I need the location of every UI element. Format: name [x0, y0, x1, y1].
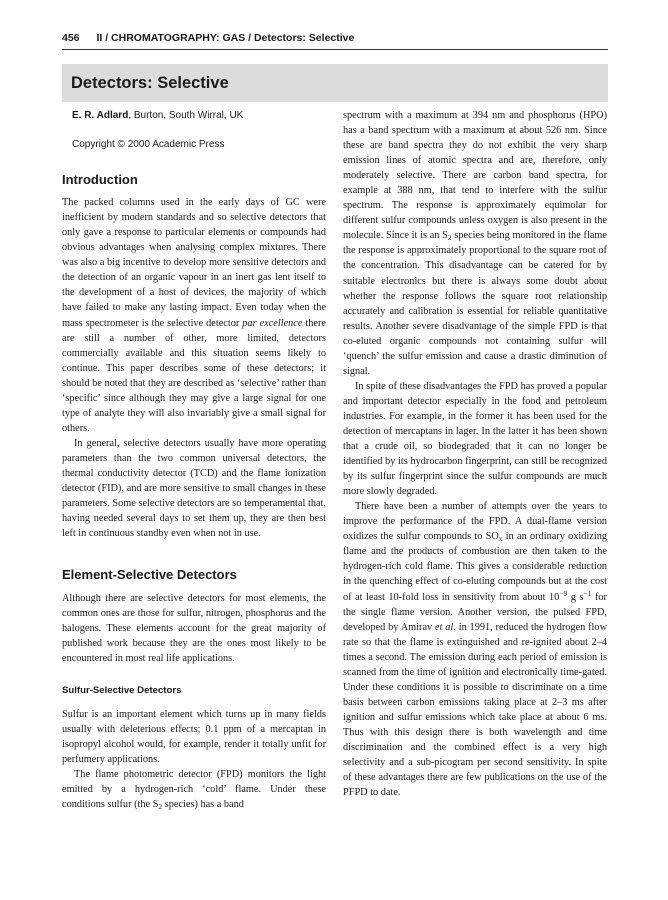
introduction-heading: Introduction — [62, 172, 138, 188]
right-p3-text-d: for the single flame version. Another version, the pulsed FPD, developed by Amirav — [343, 591, 607, 633]
right-column — [343, 108, 607, 800]
element-selective-paragraph-1: Although there are selective detectors for most elements, the common ones are those for sulfur, nitrogen, phosphorus and the halogens. These elements account for the great majority of published work because they are the ones most likely to be encountered in most real life applications. — [62, 593, 326, 665]
intro-p1-text-a: The packed columns used in the early days of GC were inefficient by modern standards and so selective detectors that only gave a response to particular elements or compounds had obvious advantages when analysing complex mixtures. There was also a big incentive to develop more sensitive detectors and the detection of an organic vapour in an inert gas lent itself to the development of a host of devices, the majority of which have failed to make any lasting impact. Even today when the mass spectrometer is the selective detector — [62, 197, 326, 329]
right-p3-superscript-2: −1 — [583, 588, 592, 598]
title-band — [62, 64, 608, 102]
right-paragraph-2: In spite of these disadvantages the FPD has proved a popular and important detector especially in the food and petroleum industries. For example, in the former it has been used for the detection of mercaptans in lager. In the latter it has been shown that a crude oil, so biodegraded that it can no longer be identified by its hydrocarbon fingerprint, can still be recognized by its sulfur fingerprint since the sulfur compounds are much more slowly degraded. — [343, 380, 607, 498]
sulfur-selective-heading: Sulfur-Selective Detectors — [62, 684, 182, 696]
right-p3-superscript-1: −9 — [559, 588, 568, 598]
intro-p1-text-b: there are still a number of other, more limited, detectors commercially available and this situation seems likely to continue. This paper describes some of these detectors; it should be noted that they are described as ‘selective’ rather than ‘specific’ since although they may give a large signal for one type of analyte they will also invariably give a small signal for others. — [62, 317, 326, 434]
right-p3-text-e: in 1991, reduced the hydrogen flow rate so that the flame is extinguished and re-ignited about 2–4 times a second. The emission during each period of emission is scanned from the time of ignition and electronically time-gated. Under these conditions it is possible to discriminate on a time basis between carbon emissions taking place at 2–3 ms after ignition and sulfur emissions which take place at about 6 ms. Thus with this design there is both wavelength and time discrimination and the combined effect is a very high selectivity and a sub-picogram per second sensitivity. In spite of these advantages there are few publications on the use of the PFPD to date. — [343, 621, 608, 799]
right-paragraph-1 — [343, 108, 607, 379]
author-line — [72, 108, 326, 123]
running-head-section: II / CHROMATOGRAPHY: GAS / Detectors: Selective — [96, 32, 355, 44]
author-location: , Burton, South Wirral, UK — [128, 110, 244, 121]
right-p3-emphasis: et al. — [435, 621, 456, 633]
article-title: Detectors: Selective — [71, 74, 229, 92]
introduction-paragraph-1 — [62, 195, 326, 436]
right-p3-text-a: There have been a number of attempts over the years to improve the performance of the FPD. A dual-flame version oxidizes the sulfur compounds to SO — [343, 501, 607, 543]
left-column — [62, 108, 326, 812]
right-p1-text-a: spectrum with a maximum at 394 nm and phosphorus (HPO) has a band spectrum with a maximum at about 526 nm. Since these are band spectra they do not exhibit the very sharp emission lines of atomic spectra and are, therefore, only moderately selective. There are carbon band spectra, for example at 388 nm, that tend to interfere with the sulfur spectrum. The response is approximately equimolar for different sulfur compounds unless oxygen is also present in the molecule. Since it is an S — [343, 110, 607, 242]
right-p3-subscript: x — [498, 534, 503, 544]
copyright-line: Copyright © 2000 Academic Press — [72, 139, 225, 151]
right-p1-text-b: species being monitored in the flame the response is approximately proportional to the square root of the concentration. This disadvantage can be catered for by suitable electronics but there is always some doubt about whether the response follows the square root relationship accurately and calibration is essential for reliable quantitative results. Another severe disadvantage of the simple FPD is that co-eluted organic compounds not containing sulfur will ‘quench’ the sulfur emission and cause a drastic diminution of signal. — [343, 230, 607, 377]
right-p3-text-c: g s — [567, 591, 584, 603]
sulfur-p2-text-a: The flame photometric detector (FPD) monitors the light emitted by a hydrogen-rich ‘cold’ flame. Under these conditions sulfur (the S — [62, 768, 326, 810]
sulfur-p2-subscript: 2 — [158, 801, 163, 811]
intro-p1-emphasis: par excellence — [242, 317, 303, 329]
element-selective-heading: Element-Selective Detectors — [62, 567, 237, 583]
introduction-paragraph-2: In general, selective detectors usually have more operating parameters than the two common universal detectors, the thermal conductivity detector (TCD) and the flame ionization detector (FID), and are more sensitive to small changes in these parameters. Some selective detectors are so temperamental that, having needed several days to set them up, they are then best left in continuous standby even when not in use. — [62, 437, 326, 540]
sulfur-selective-paragraph-1: Sulfur is an important element which turns up in many fields usually with deleterious effects; 0.1 ppm of a mercaptan in isopropyl alcohol would, for example, render it totally unfit for perfumery applications. — [62, 708, 326, 765]
right-p3-text-b: in an ordinary oxidizing flame and the products of combustion are then taken to the hydrogen-rich cold flame. This gives a considerable reduction in the quenching effect of co-eluting compounds but at the cost of at least 10-fold loss in sensitivity from about 10 — [343, 531, 608, 603]
running-head — [62, 32, 608, 50]
sulfur-p2-text-b: species) has a band — [162, 798, 244, 810]
right-p1-subscript: 2 — [447, 233, 452, 243]
sulfur-selective-paragraph-2 — [62, 767, 326, 812]
page-number: 456 — [62, 32, 80, 44]
author-name: E. R. Adlard — [72, 110, 129, 121]
right-paragraph-3 — [343, 499, 607, 800]
